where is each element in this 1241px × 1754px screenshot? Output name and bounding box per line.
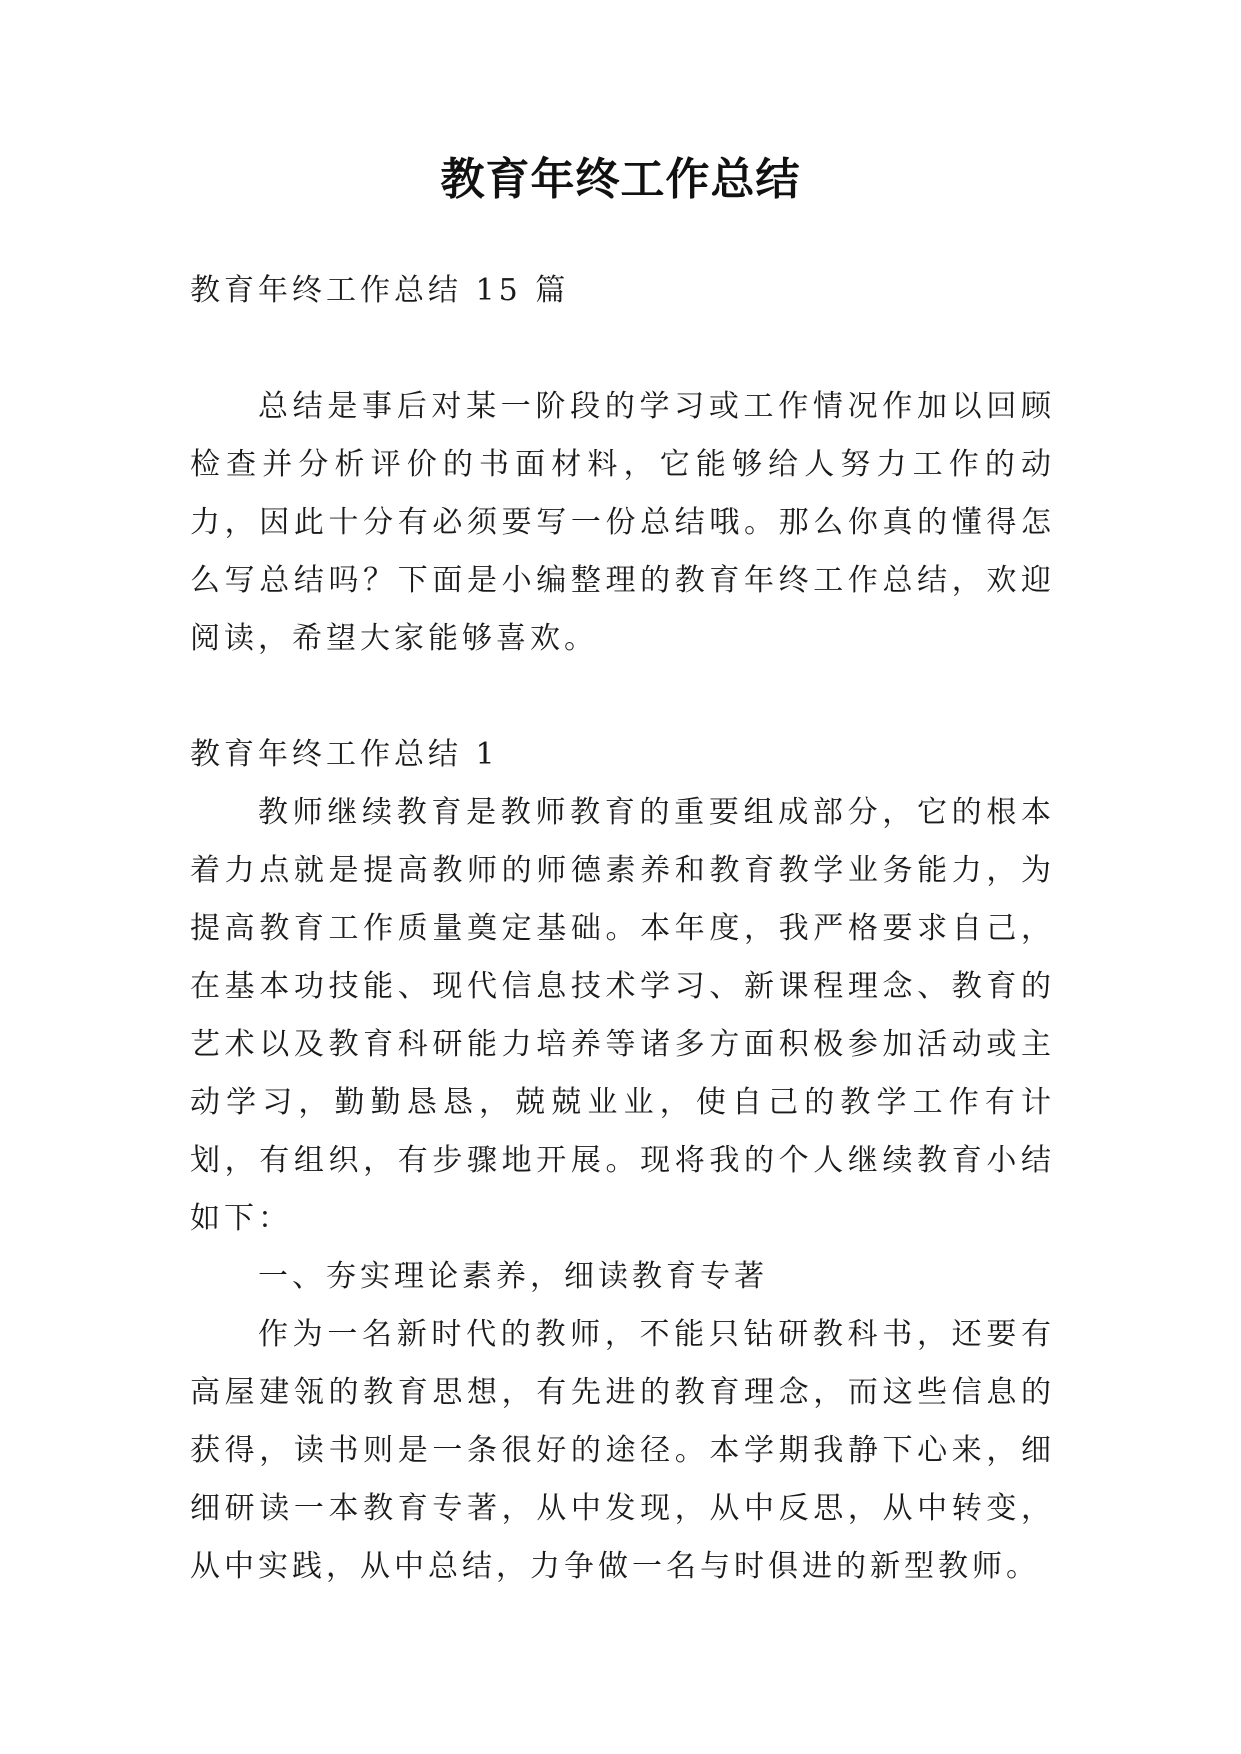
spacer [190,320,1055,378]
section-paragraph: 作为一名新时代的教师，不能只钻研教科书，还要有高屋建瓴的教育思想，有先进的教育理念，而这些信息的获得，读书则是一条很好的途径。本学期我静下心来，细细研读一本教育专著，从中发现，从中反思，从中转变，从中实践，从中总结，力争做一名与时俱进的新型教师。 [190,1317,1055,1584]
intro-paragraph: 总结是事后对某一阶段的学习或工作情况作加以回顾检查并分析评价的书面材料，它能够给人努力工作的动力，因此十分有必须要写一份总结哦。那么你真的懂得怎么写总结吗？下面是小编整理的教育年终工作总结，欢迎阅读，希望大家能够喜欢。 [190,389,1055,656]
document-subtitle: 教育年终工作总结 15 篇 [190,273,570,308]
section-paragraph: 教师继续教育是教师教育的重要组成部分，它的根本着力点就是提高教师的师德素养和教育教学业务能力，为提高教育工作质量奠定基础。本年度，我严格要求自己，在基本功技能、现代信息技术学习、新课程理念、教育的艺术以及教育科研能力培养等诸多方面积极参加活动或主动学习，勤勤恳恳，兢兢业业，使自己的教学工作有计划，有组织，有步骤地开展。现将我的个人继续教育小结如下： [190,795,1055,1236]
document-body [190,262,1055,1596]
section-heading: 教育年终工作总结 1 [190,737,499,772]
section-point-heading: 一、夯实理论素养，细读教育专著 [258,1259,768,1294]
spacer [190,668,1055,726]
document-title: 教育年终工作总结 [440,154,801,205]
